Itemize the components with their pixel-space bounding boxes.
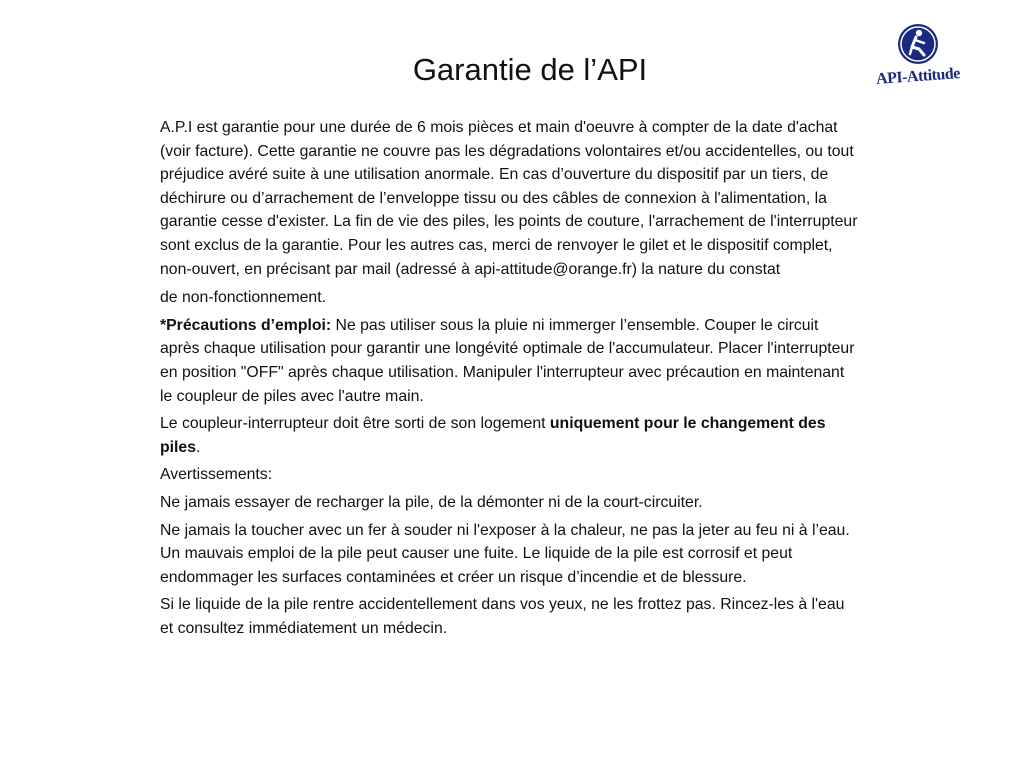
logo-text: API-Attitude: [875, 65, 961, 88]
warning-eyes: Si le liquide de la pile rentre accidentellement dans vos yeux, ne les frottez pas. Rincez-les à l'eau et consultez immédiatement un médecin.: [160, 596, 845, 637]
precautions-lead: *Précautions d’emploi:: [160, 316, 332, 334]
coupler-text: Le coupleur-interrupteur doit être sorti de son logement: [160, 415, 550, 433]
precautions-text: Ne pas utiliser sous la pluie ni immerger l’ensemble. Couper le circuit après chaque utilisation pour garantir une longévité optimale de l'accumulateur. Placer l'interrupteur en position "OFF" après chaque utilisation. Manipuler l'interrupteur avec précaution en maintenant le coupleur de piles avec l'autre main.: [160, 316, 855, 405]
coupler-tail: .: [196, 438, 201, 456]
coupler-emphasis: uniquement pour le changement des piles: [160, 415, 826, 456]
warning-heat: Ne jamais la toucher avec un fer à souder ni l'exposer à la chaleur, ne pas la jeter au feu ni à l’eau. Un mauvais emploi de la pile peut causer une fuite. Le liquide de la pile est corrosif et peut endommager les surfaces contaminées et créer un risque d’incendie et de blessure.: [160, 521, 850, 586]
warranty-text: A.P.I est garantie pour une durée de 6 mois pièces et main d'oeuvre à compter de la date d'achat (voir facture). Cette garantie ne couvre pas les dégradations volontaires et/ou accidentelles, ou tout préjudice avéré suite à une utilisation anormale. En cas d’ouverture du dispositif par un tiers, de déchirure ou d’arrachement de l’enveloppe tissu ou des câbles de connexion à l'alimentation, la garantie cesse d'exister. La fin de vie des piles, les points de couture, l'arrachement de l'interrupteur sont exclus de la garantie. Pour les autres cas, merci de renvoyer le gilet et le dispositif complet, non-ouvert, en précisant par mail (adressé à api-attitude@orange.fr) la nature du constat: [160, 119, 858, 278]
precautions-paragraph: [160, 314, 860, 408]
coupler-paragraph: [160, 412, 860, 459]
warning-recharge: Ne jamais essayer de recharger la pile, de la démonter ni de la court-circuiter.: [160, 493, 703, 511]
warranty-paragraph: [160, 116, 860, 310]
person-icon: [872, 18, 964, 70]
warranty-last-line: de non-fonctionnement.: [160, 289, 326, 307]
warnings-heading: Avertissements:: [160, 466, 273, 484]
api-attitude-logo: [872, 18, 964, 108]
slide-body: [160, 116, 860, 644]
slide-title: Garantie de l’API: [412, 52, 648, 87]
